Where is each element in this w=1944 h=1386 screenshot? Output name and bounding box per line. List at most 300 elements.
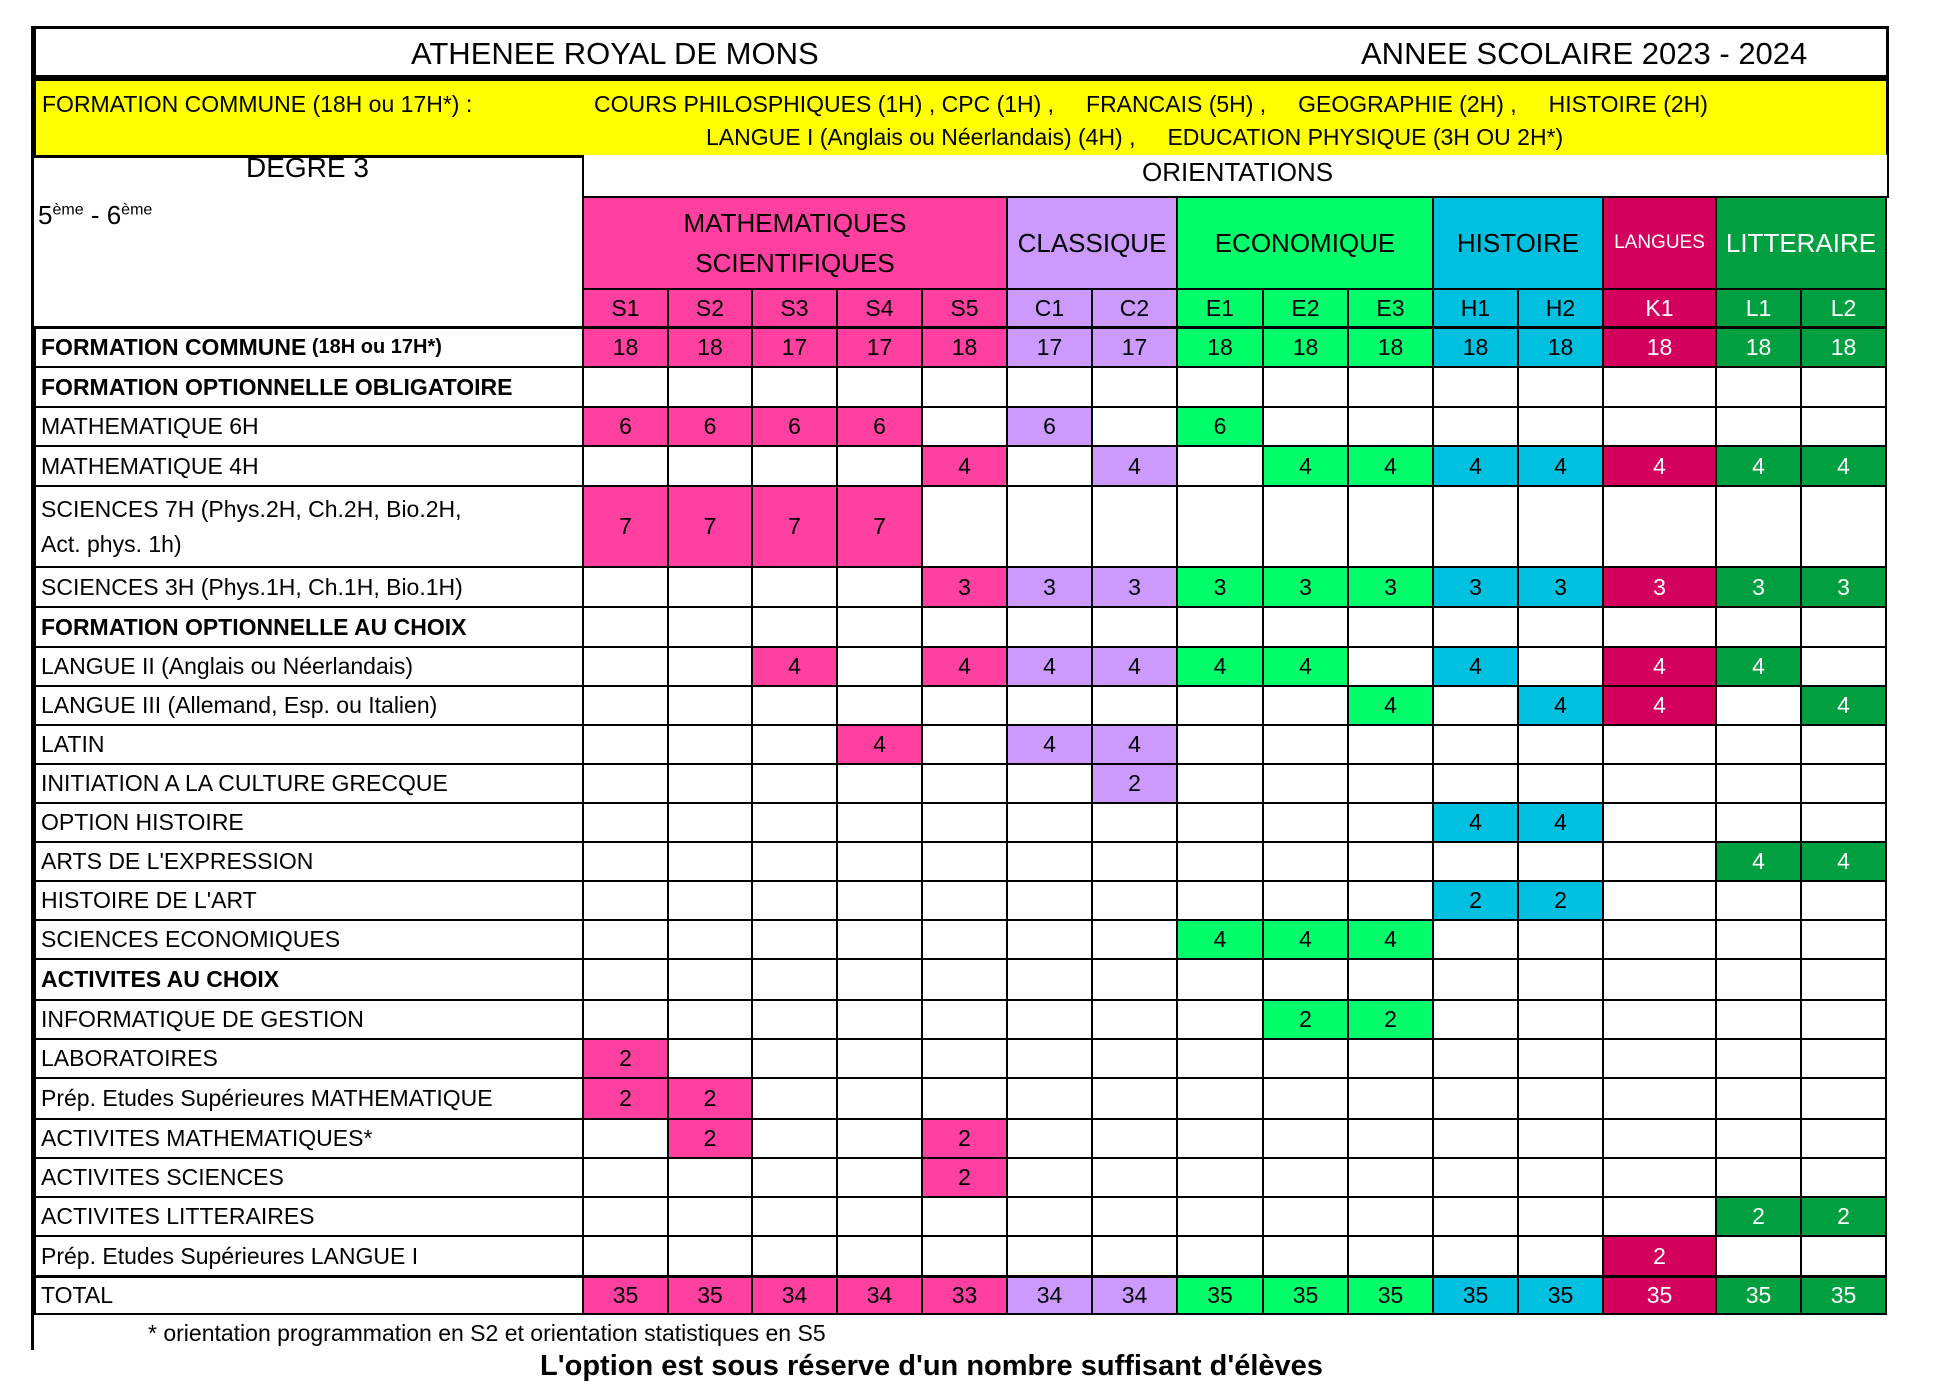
column-code-k1: K1 bbox=[1602, 288, 1717, 328]
hours-cell bbox=[921, 1038, 1008, 1079]
column-code-c2: C2 bbox=[1091, 288, 1178, 328]
hours-cell bbox=[1432, 841, 1519, 882]
hours-cell bbox=[1602, 1157, 1717, 1198]
hours-cell: 3 bbox=[1715, 566, 1802, 608]
hours-cell: 18 bbox=[1262, 326, 1349, 368]
hours-cell bbox=[1432, 1077, 1519, 1120]
hours-cell bbox=[1602, 841, 1717, 882]
row-label-suffix: (18H ou 17H*) bbox=[306, 336, 442, 358]
hours-cell bbox=[836, 999, 923, 1040]
hours-cell bbox=[1347, 606, 1434, 648]
hours-cell: 35 bbox=[582, 1275, 669, 1315]
row-label bbox=[33, 445, 584, 487]
hours-cell bbox=[1347, 880, 1434, 921]
hours-cell bbox=[1006, 841, 1093, 882]
hours-cell: 18 bbox=[1517, 326, 1604, 368]
hours-cell bbox=[1432, 1157, 1519, 1198]
hours-cell bbox=[1262, 485, 1349, 568]
hours-cell bbox=[1800, 366, 1887, 408]
hours-cell: 17 bbox=[836, 326, 923, 368]
hours-cell bbox=[1006, 366, 1093, 408]
row-label-text: MATHEMATIQUE 4H bbox=[41, 452, 259, 479]
hours-cell bbox=[1800, 919, 1887, 960]
hours-cell bbox=[1715, 606, 1802, 648]
hours-cell: 4 bbox=[1602, 445, 1717, 487]
hours-cell bbox=[1432, 958, 1519, 1001]
hours-cell bbox=[1432, 919, 1519, 960]
hours-cell bbox=[1262, 366, 1349, 408]
hours-cell bbox=[1602, 919, 1717, 960]
hours-cell: 18 bbox=[921, 326, 1008, 368]
hours-cell bbox=[1432, 1235, 1519, 1277]
hours-cell bbox=[921, 366, 1008, 408]
hours-cell bbox=[1262, 958, 1349, 1001]
hours-cell bbox=[667, 1235, 753, 1277]
hours-cell bbox=[1432, 763, 1519, 804]
hours-cell: 34 bbox=[1091, 1275, 1178, 1315]
footnote: * orientation programmation en S2 et orientation statistiques en S5 bbox=[148, 1320, 826, 1346]
hours-cell bbox=[921, 1235, 1008, 1277]
hours-cell bbox=[1091, 485, 1178, 568]
hours-cell: 4 bbox=[1432, 802, 1519, 843]
hours-cell bbox=[751, 606, 838, 648]
hours-cell bbox=[1517, 1235, 1604, 1277]
hours-cell: 4 bbox=[1432, 445, 1519, 487]
hours-cell: 35 bbox=[1432, 1275, 1519, 1315]
hours-cell bbox=[1091, 919, 1178, 960]
hours-cell: 18 bbox=[1715, 326, 1802, 368]
column-code-s5: S5 bbox=[921, 288, 1008, 328]
school-year: ANNEE SCOLAIRE 2023 - 2024 bbox=[1361, 36, 1808, 71]
row-label-text: ACTIVITES SCIENCES bbox=[41, 1164, 284, 1190]
hours-cell bbox=[1006, 485, 1093, 568]
hours-cell: 2 bbox=[1800, 1196, 1887, 1237]
hours-cell: 6 bbox=[751, 406, 838, 447]
row-label-text: OPTION HISTOIRE bbox=[41, 809, 244, 835]
row-label-text: SCIENCES 3H (Phys.1H, Ch.1H, Bio.1H) bbox=[41, 573, 463, 600]
hours-cell bbox=[1176, 685, 1264, 726]
hours-cell bbox=[1006, 880, 1093, 921]
hours-cell bbox=[1602, 406, 1717, 447]
hours-cell: 2 bbox=[1602, 1235, 1717, 1277]
hours-cell bbox=[751, 880, 838, 921]
hours-cell: 3 bbox=[1602, 566, 1717, 608]
hours-cell bbox=[836, 445, 923, 487]
row-label bbox=[33, 763, 584, 804]
hours-cell bbox=[1602, 724, 1717, 765]
hours-cell: 35 bbox=[1800, 1275, 1887, 1315]
hours-cell bbox=[836, 566, 923, 608]
hours-cell: 35 bbox=[1262, 1275, 1349, 1315]
hours-cell bbox=[1715, 919, 1802, 960]
hours-cell: 4 bbox=[751, 646, 838, 687]
hours-cell bbox=[1091, 1038, 1178, 1079]
hours-cell bbox=[1432, 366, 1519, 408]
hours-cell bbox=[667, 802, 753, 843]
hours-cell: 3 bbox=[1800, 566, 1887, 608]
hours-cell bbox=[1262, 1235, 1349, 1277]
hours-cell bbox=[1006, 999, 1093, 1040]
hours-cell bbox=[582, 646, 669, 687]
hours-cell bbox=[1602, 802, 1717, 843]
hours-cell bbox=[1517, 1118, 1604, 1159]
row-label-text: LANGUE II (Anglais ou Néerlandais) bbox=[41, 653, 413, 679]
column-code-l2: L2 bbox=[1800, 288, 1887, 328]
hours-cell: 4 bbox=[1262, 445, 1349, 487]
hours-cell: 3 bbox=[1262, 566, 1349, 608]
hours-cell: 2 bbox=[1262, 999, 1349, 1040]
hours-cell bbox=[1347, 1157, 1434, 1198]
hours-cell bbox=[751, 1157, 838, 1198]
row-label bbox=[33, 566, 584, 608]
hours-cell bbox=[1006, 802, 1093, 843]
hours-cell: 2 bbox=[1517, 880, 1604, 921]
hours-cell bbox=[1176, 880, 1264, 921]
row-label bbox=[33, 958, 584, 1001]
hours-cell bbox=[1800, 1157, 1887, 1198]
row-label bbox=[33, 366, 584, 408]
hours-cell: 4 bbox=[1091, 445, 1178, 487]
row-label-text: ACTIVITES MATHEMATIQUES* bbox=[41, 1125, 373, 1151]
hours-cell bbox=[836, 366, 923, 408]
hours-cell bbox=[836, 1077, 923, 1120]
hours-cell bbox=[1715, 724, 1802, 765]
hours-cell: 3 bbox=[1176, 566, 1264, 608]
hours-cell: 35 bbox=[1715, 1275, 1802, 1315]
hours-cell bbox=[836, 763, 923, 804]
column-code-s1: S1 bbox=[582, 288, 669, 328]
hours-cell bbox=[1176, 606, 1264, 648]
hours-cell bbox=[1432, 606, 1519, 648]
hours-cell bbox=[1262, 1038, 1349, 1079]
row-label bbox=[33, 1038, 584, 1079]
hours-cell bbox=[836, 1038, 923, 1079]
row-label-text: SCIENCES 7H (Phys.2H, Ch.2H, Bio.2H, Act. phys. 1h) bbox=[41, 495, 462, 557]
hours-cell bbox=[1176, 958, 1264, 1001]
row-label-text: HISTOIRE DE L'ART bbox=[41, 887, 257, 913]
hours-cell: 4 bbox=[1432, 646, 1519, 687]
degree-years bbox=[38, 200, 152, 231]
hours-cell bbox=[667, 841, 753, 882]
column-code-l1: L1 bbox=[1715, 288, 1802, 328]
hours-cell bbox=[751, 566, 838, 608]
hours-cell bbox=[1347, 1118, 1434, 1159]
hours-cell bbox=[1176, 999, 1264, 1040]
hours-cell bbox=[1715, 1235, 1802, 1277]
column-code-s2: S2 bbox=[667, 288, 753, 328]
hours-cell bbox=[751, 445, 838, 487]
row-label bbox=[33, 880, 584, 921]
banner-label: FORMATION COMMUNE (18H ou 17H*) : bbox=[42, 91, 473, 117]
hours-cell bbox=[1091, 1157, 1178, 1198]
hours-cell bbox=[1602, 485, 1717, 568]
hours-cell bbox=[1347, 646, 1434, 687]
hours-cell bbox=[1715, 880, 1802, 921]
hours-cell: 35 bbox=[1176, 1275, 1264, 1315]
hours-cell bbox=[1800, 485, 1887, 568]
hours-cell bbox=[1091, 999, 1178, 1040]
row-label bbox=[33, 646, 584, 687]
hours-cell bbox=[582, 1235, 669, 1277]
hours-cell bbox=[582, 445, 669, 487]
hours-cell bbox=[1517, 366, 1604, 408]
hours-cell: 3 bbox=[1006, 566, 1093, 608]
row-label-text: LABORATOIRES bbox=[41, 1045, 218, 1071]
hours-cell bbox=[1091, 880, 1178, 921]
hours-cell bbox=[1176, 485, 1264, 568]
row-label-text: SCIENCES ECONOMIQUES bbox=[41, 926, 341, 952]
hours-cell bbox=[1800, 1077, 1887, 1120]
hours-cell bbox=[1006, 685, 1093, 726]
row-label bbox=[33, 1077, 584, 1120]
year-dash: - bbox=[83, 200, 107, 230]
hours-cell bbox=[1091, 1118, 1178, 1159]
hours-cell bbox=[1262, 1196, 1349, 1237]
row-label-text: FORMATION COMMUNE bbox=[41, 334, 307, 360]
hours-cell bbox=[1800, 1235, 1887, 1277]
hours-cell bbox=[582, 1118, 669, 1159]
hours-cell bbox=[582, 919, 669, 960]
hours-cell bbox=[582, 763, 669, 804]
hours-cell bbox=[1715, 1038, 1802, 1079]
row-label bbox=[33, 1118, 584, 1159]
hours-cell bbox=[667, 880, 753, 921]
hours-cell bbox=[1176, 366, 1264, 408]
hours-cell: 35 bbox=[1347, 1275, 1434, 1315]
row-label bbox=[33, 685, 584, 726]
hours-cell: 6 bbox=[667, 406, 753, 447]
hours-cell bbox=[1347, 1196, 1434, 1237]
hours-cell bbox=[921, 802, 1008, 843]
hours-cell bbox=[667, 1196, 753, 1237]
hours-cell: 35 bbox=[667, 1275, 753, 1315]
hours-cell bbox=[1262, 802, 1349, 843]
hours-cell bbox=[1006, 1157, 1093, 1198]
hours-cell bbox=[751, 1235, 838, 1277]
hours-cell bbox=[1602, 999, 1717, 1040]
hours-cell: 4 bbox=[1176, 919, 1264, 960]
hours-cell bbox=[836, 1118, 923, 1159]
hours-cell bbox=[921, 880, 1008, 921]
hours-cell: 6 bbox=[1176, 406, 1264, 447]
hours-cell: 3 bbox=[1432, 566, 1519, 608]
hours-cell: 2 bbox=[582, 1077, 669, 1120]
hours-cell: 4 bbox=[1517, 802, 1604, 843]
row-label-text: LATIN bbox=[41, 731, 105, 757]
hours-cell: 3 bbox=[1517, 566, 1604, 608]
hours-cell: 6 bbox=[582, 406, 669, 447]
hours-cell: 34 bbox=[751, 1275, 838, 1315]
hours-cell bbox=[1347, 1038, 1434, 1079]
hours-cell bbox=[1176, 1118, 1264, 1159]
hours-cell bbox=[1176, 1038, 1264, 1079]
hours-cell bbox=[836, 841, 923, 882]
hours-cell bbox=[1262, 763, 1349, 804]
hours-cell bbox=[751, 1038, 838, 1079]
hours-cell: 4 bbox=[836, 724, 923, 765]
hours-cell bbox=[1176, 445, 1264, 487]
hours-cell bbox=[1347, 485, 1434, 568]
hours-cell bbox=[1347, 1235, 1434, 1277]
hours-cell bbox=[1800, 763, 1887, 804]
hours-cell bbox=[1006, 763, 1093, 804]
hours-cell bbox=[1262, 1077, 1349, 1120]
hours-cell bbox=[836, 1196, 923, 1237]
hours-cell: 18 bbox=[667, 326, 753, 368]
hours-cell bbox=[667, 724, 753, 765]
hours-cell: 4 bbox=[1006, 724, 1093, 765]
orientation-litteraire: LITTERAIRE bbox=[1715, 196, 1887, 290]
hours-cell bbox=[1091, 406, 1178, 447]
hours-cell bbox=[1800, 406, 1887, 447]
hours-cell bbox=[1517, 763, 1604, 804]
hours-cell bbox=[1800, 802, 1887, 843]
hours-cell bbox=[1176, 802, 1264, 843]
row-label-text: ARTS DE L'EXPRESSION bbox=[41, 848, 314, 874]
hours-cell bbox=[751, 724, 838, 765]
hours-cell bbox=[667, 1038, 753, 1079]
hours-cell bbox=[921, 841, 1008, 882]
hours-cell bbox=[582, 958, 669, 1001]
hours-cell bbox=[1262, 1157, 1349, 1198]
hours-cell: 2 bbox=[921, 1118, 1008, 1159]
hours-cell bbox=[1715, 1077, 1802, 1120]
hours-cell bbox=[1347, 406, 1434, 447]
hours-cell bbox=[1432, 1196, 1519, 1237]
hours-cell: 4 bbox=[1517, 685, 1604, 726]
hours-cell bbox=[1347, 802, 1434, 843]
hours-cell bbox=[667, 646, 753, 687]
orientation-economique: ECONOMIQUE bbox=[1176, 196, 1434, 290]
banner-line-1: COURS PHILOSPHIQUES (1H) , CPC (1H) , FRANCAIS (5H) , GEOGRAPHIE (2H) , HISTOIRE (2H) bbox=[594, 91, 1708, 117]
hours-cell bbox=[1517, 999, 1604, 1040]
row-label bbox=[33, 999, 584, 1040]
year-6-sup: ème bbox=[121, 201, 153, 219]
year-5: 5 bbox=[38, 200, 53, 230]
hours-cell bbox=[921, 724, 1008, 765]
banner-line-2: LANGUE I (Anglais ou Néerlandais) (4H) , EDUCATION PHYSIQUE (3H OU 2H*) bbox=[706, 124, 1564, 150]
hours-cell bbox=[582, 802, 669, 843]
hours-cell: 4 bbox=[1006, 646, 1093, 687]
hours-cell: 4 bbox=[1715, 841, 1802, 882]
row-label bbox=[33, 1235, 584, 1277]
row-label-text: TOTAL bbox=[41, 1282, 113, 1308]
hours-cell bbox=[1176, 1235, 1264, 1277]
hours-cell bbox=[921, 958, 1008, 1001]
hours-cell bbox=[751, 763, 838, 804]
hours-cell bbox=[1602, 1038, 1717, 1079]
hours-cell bbox=[921, 919, 1008, 960]
row-label-text: LANGUE III (Allemand, Esp. ou Italien) bbox=[41, 692, 438, 718]
hours-cell: 4 bbox=[1091, 646, 1178, 687]
hours-cell: 4 bbox=[1347, 919, 1434, 960]
hours-cell bbox=[1091, 841, 1178, 882]
hours-cell: 4 bbox=[1800, 445, 1887, 487]
hours-cell bbox=[1176, 1157, 1264, 1198]
hours-cell bbox=[1091, 366, 1178, 408]
hours-cell bbox=[1800, 606, 1887, 648]
hours-cell bbox=[836, 1157, 923, 1198]
hours-cell bbox=[1091, 1077, 1178, 1120]
hours-cell bbox=[582, 1196, 669, 1237]
hours-cell bbox=[1006, 1077, 1093, 1120]
hours-cell bbox=[1800, 646, 1887, 687]
hours-cell bbox=[1262, 406, 1349, 447]
hours-cell bbox=[1347, 1077, 1434, 1120]
hours-cell: 2 bbox=[1432, 880, 1519, 921]
row-label-text: Prép. Etudes Supérieures MATHEMATIQUE bbox=[41, 1085, 493, 1111]
hours-cell: 17 bbox=[1091, 326, 1178, 368]
hours-cell bbox=[1091, 1196, 1178, 1237]
hours-cell bbox=[1006, 919, 1093, 960]
hours-cell bbox=[1800, 1038, 1887, 1079]
row-label-text: ACTIVITES LITTERAIRES bbox=[41, 1203, 315, 1229]
hours-cell bbox=[1006, 1235, 1093, 1277]
hours-cell bbox=[1715, 406, 1802, 447]
hours-cell bbox=[582, 1157, 669, 1198]
hours-cell: 4 bbox=[1262, 919, 1349, 960]
hours-cell bbox=[751, 958, 838, 1001]
hours-cell bbox=[921, 1077, 1008, 1120]
hours-cell bbox=[667, 566, 753, 608]
row-label bbox=[33, 919, 584, 960]
row-label-text: FORMATION OPTIONNELLE OBLIGATOIRE bbox=[41, 373, 513, 400]
hours-cell bbox=[1176, 1077, 1264, 1120]
hours-cell bbox=[1262, 724, 1349, 765]
hours-cell bbox=[667, 606, 753, 648]
hours-cell: 4 bbox=[1176, 646, 1264, 687]
hours-cell: 4 bbox=[1715, 445, 1802, 487]
hours-cell bbox=[667, 999, 753, 1040]
hours-cell bbox=[836, 802, 923, 843]
hours-cell bbox=[1432, 406, 1519, 447]
hours-cell bbox=[921, 763, 1008, 804]
hours-cell bbox=[836, 646, 923, 687]
row-label-text: ACTIVITES AU CHOIX bbox=[41, 966, 280, 992]
hours-cell bbox=[1176, 841, 1264, 882]
hours-cell bbox=[836, 919, 923, 960]
hours-cell bbox=[1432, 1038, 1519, 1079]
hours-cell bbox=[1432, 999, 1519, 1040]
hours-cell: 18 bbox=[1347, 326, 1434, 368]
hours-cell bbox=[1602, 958, 1717, 1001]
hours-cell bbox=[667, 445, 753, 487]
hours-cell bbox=[1347, 366, 1434, 408]
row-label bbox=[33, 1196, 584, 1237]
hours-cell bbox=[751, 919, 838, 960]
hours-cell: 4 bbox=[1800, 685, 1887, 726]
row-label bbox=[33, 1275, 584, 1315]
hours-cell bbox=[1517, 1038, 1604, 1079]
hours-cell bbox=[1517, 485, 1604, 568]
hours-cell bbox=[1715, 802, 1802, 843]
hours-cell bbox=[1006, 606, 1093, 648]
column-code-h2: H2 bbox=[1517, 288, 1604, 328]
hours-cell: 4 bbox=[1517, 445, 1604, 487]
hours-cell: 2 bbox=[921, 1157, 1008, 1198]
hours-cell bbox=[1800, 999, 1887, 1040]
hours-cell bbox=[921, 685, 1008, 726]
hours-cell bbox=[667, 763, 753, 804]
hours-cell: 4 bbox=[1262, 646, 1349, 687]
hours-cell bbox=[1715, 366, 1802, 408]
hours-cell bbox=[1262, 1118, 1349, 1159]
hours-cell bbox=[1262, 841, 1349, 882]
hours-cell: 3 bbox=[1091, 566, 1178, 608]
hours-cell bbox=[1006, 1196, 1093, 1237]
column-code-h1: H1 bbox=[1432, 288, 1519, 328]
degree-title: DEGRE 3 bbox=[246, 152, 369, 183]
